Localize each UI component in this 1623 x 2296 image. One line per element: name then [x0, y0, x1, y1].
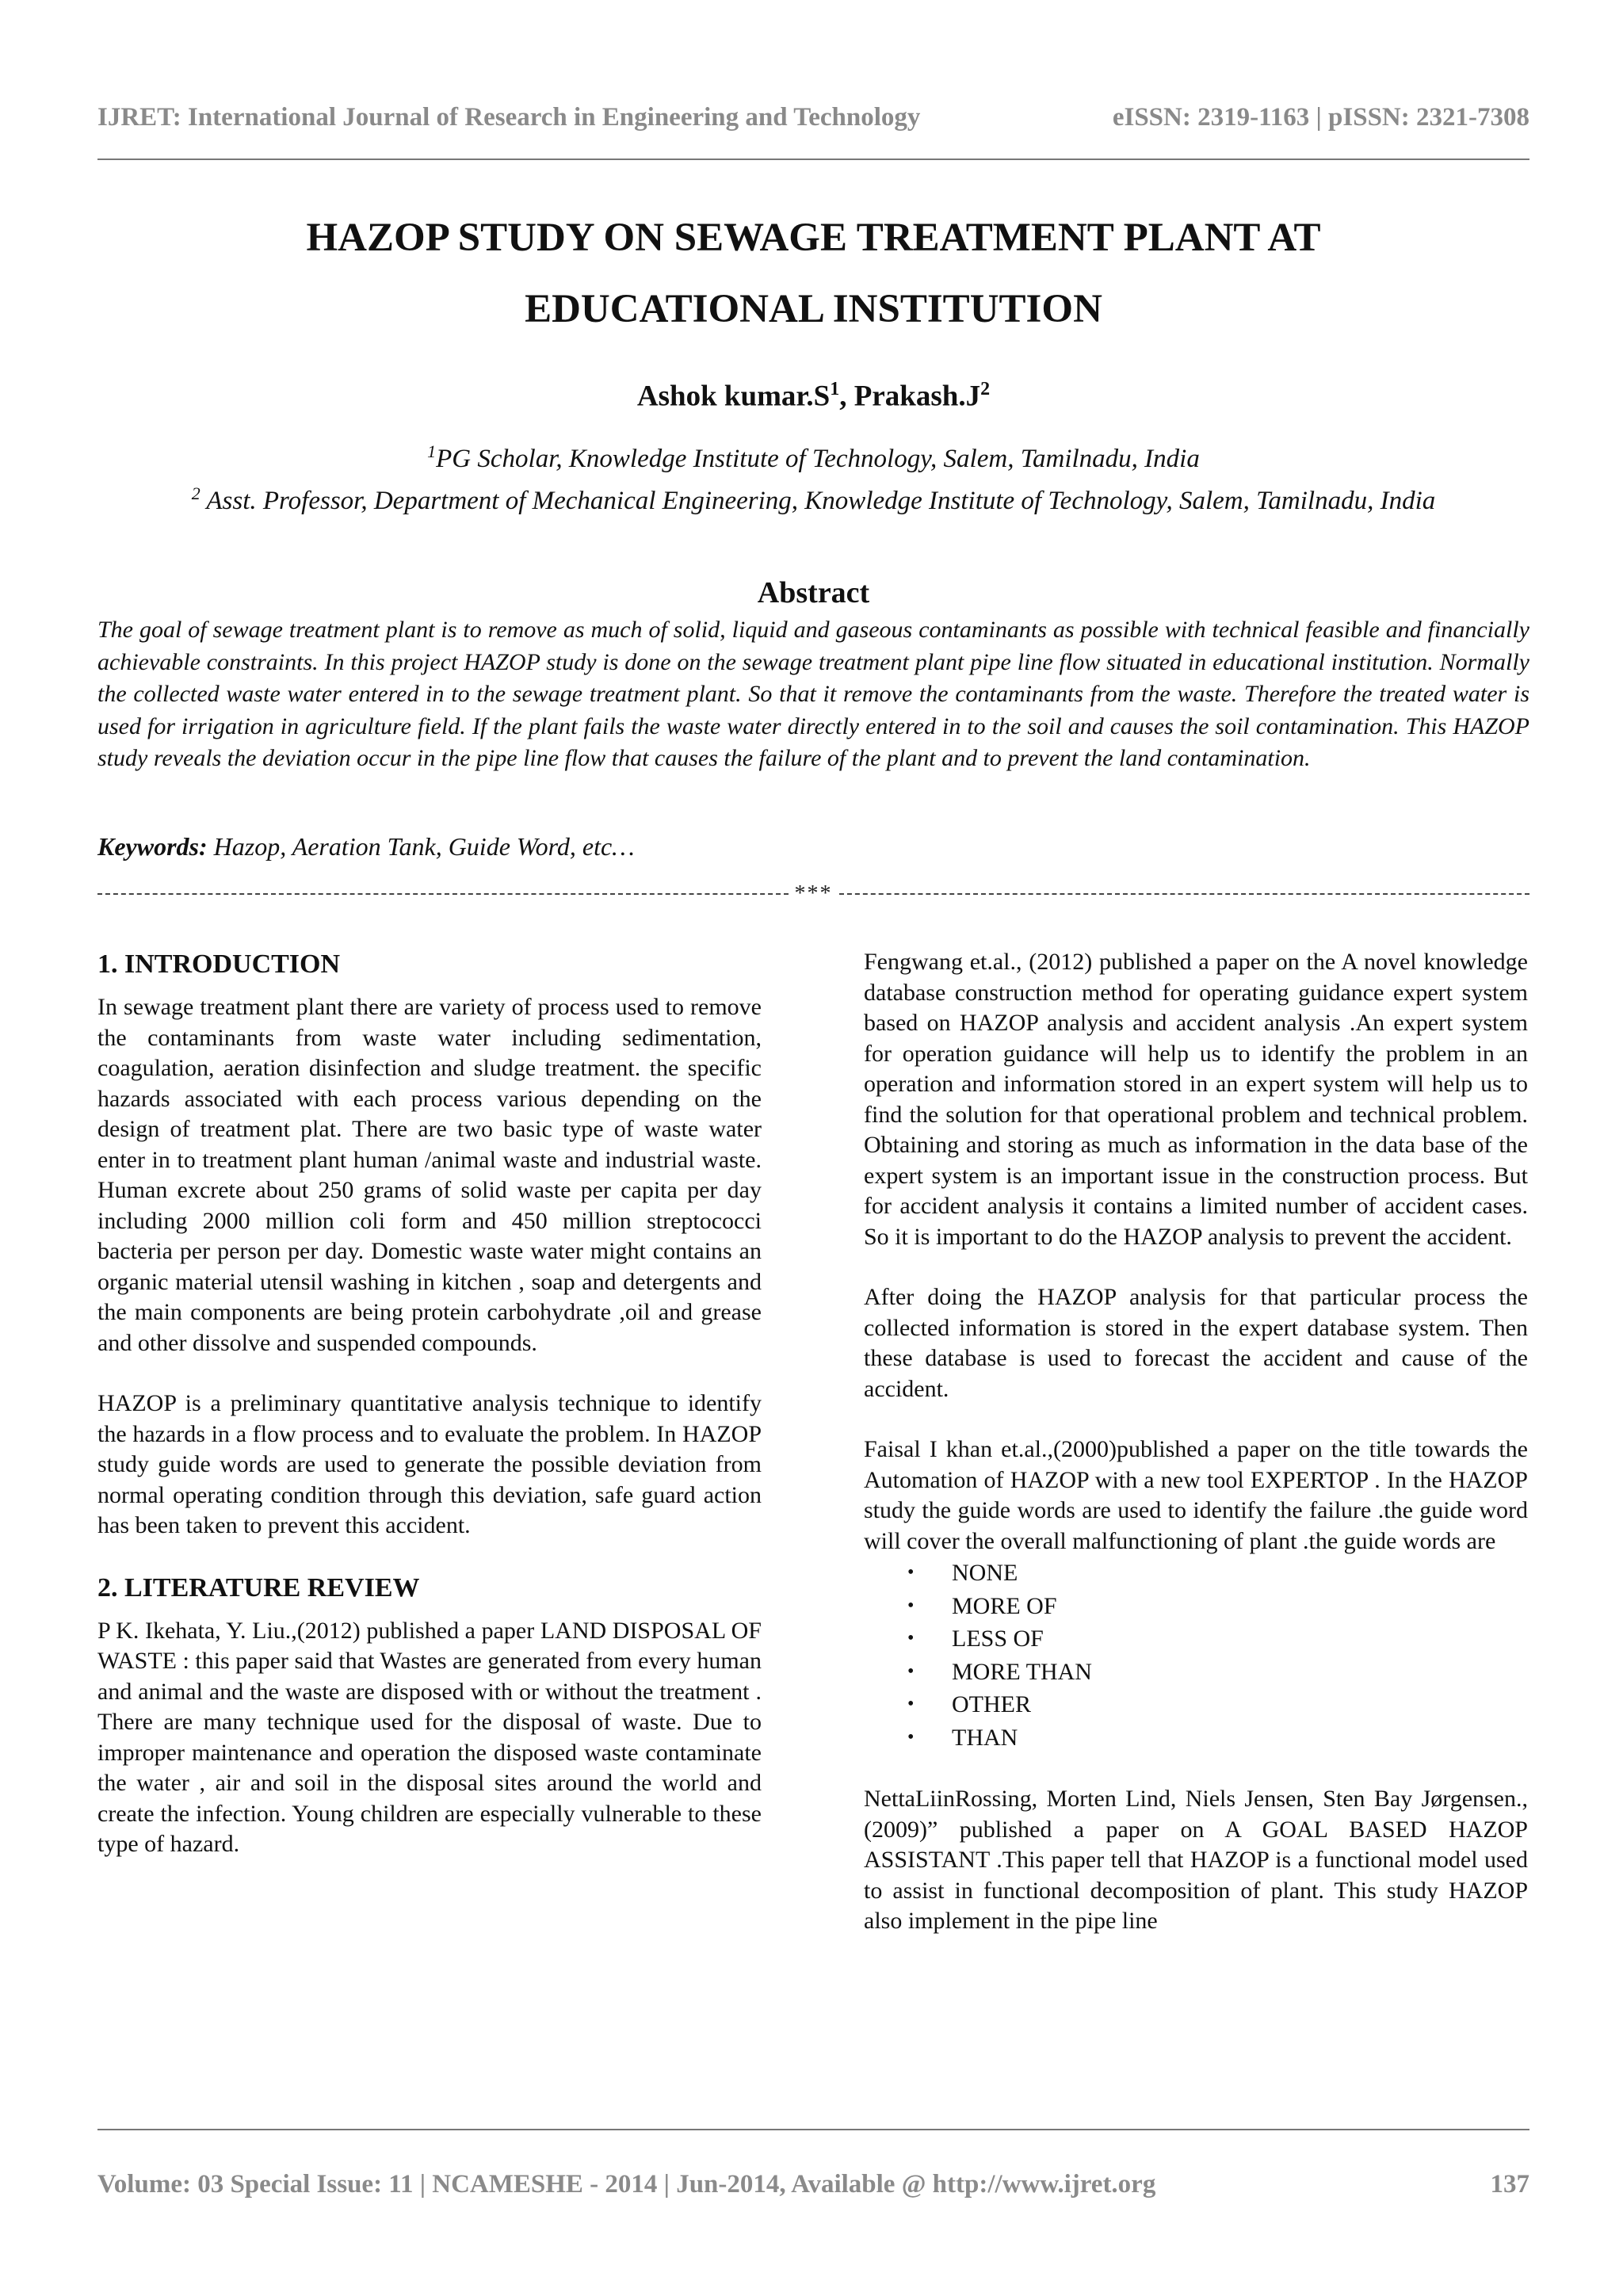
affiliation-1-text: PG Scholar, Knowledge Institute of Technology, Salem, Tamilnadu, India	[436, 445, 1200, 473]
affiliation-2	[97, 476, 1529, 518]
left-column	[97, 948, 762, 1890]
running-footer	[97, 2170, 1529, 2199]
affiliation-2-marker: 2	[191, 483, 200, 503]
guide-word-item	[907, 1656, 1528, 1689]
title-line-2: EDUCATIONAL INSTITUTION	[525, 287, 1102, 331]
bullet-icon: •	[907, 1562, 915, 1583]
literature-paragraph-3: After doing the HAZOP analysis for that particular process the collected information is stored in the expert database system. Then these database is used to forecast the accident and cause of the accident.	[864, 1284, 1528, 1402]
guide-word-item	[907, 1721, 1528, 1755]
keywords-text: Hazop, Aeration Tank, Guide Word, etc…	[207, 832, 635, 861]
author-1-name: Ashok kumar.S	[636, 380, 831, 413]
abstract-text: The goal of sewage treatment plant is to remove as much of solid, liquid and gaseous contaminants as possible with technical feasible and financially achievable constraints. In this project HAZOP study is done on the sewage treatment plant pipe line flow situated in educational institution. Normally the collected waste water entered in to the sewage treatment plant. So that it remove the contaminants from the waste. Therefore the treated water is used for irrigation in agriculture field. If the plant fails the waste water directly entered in to the soil and causes the soil contamination. This HAZOP study reveals the deviation occur in the pipe line flow that causes the failure of the plant and to prevent the land contamination.	[97, 617, 1529, 772]
author-2-marker: 2	[980, 379, 991, 399]
guide-word: MORE THAN	[952, 1658, 1092, 1685]
affiliation-1-marker: 1	[427, 441, 437, 461]
guide-word-item	[907, 1557, 1528, 1590]
volume-info: Volume: 03 Special Issue: 11 | NCAMESHE - 2014 | Jun-2014, Available @ http://www.ijret.org	[97, 2170, 1156, 2199]
guide-words-list	[864, 1557, 1528, 1754]
literature-paragraph-5: NettaLiinRossing, Morten Lind, Niels Jensen, Sten Bay Jørgensen.,(2009)” published a paper on A GOAL BASED HAZOP ASSISTANT .This paper tell that HAZOP is a functional model used to assist in functional decomposition of plant. This study HAZOP also implement in the pipe line	[864, 1786, 1528, 1934]
literature-paragraph-2: Fengwang et.al., (2012) published a paper on the A novel knowledge database construction method for operating guidance expert system based on HAZOP analysis and accident analysis .An expert system for operation guidance will help us to identify the problem in an operation and information stored in an expert system will help us to find the solution for that operational problem and technical problem. Obtaining and storing as much as information in the data base of the expert system is an important issue in the construction process. But for accident analysis it contains a limited number of accident cases. So it is important to do the HAZOP analysis to prevent the accident.	[864, 949, 1528, 1250]
affiliation-1	[97, 434, 1529, 476]
keywords-label: Keywords:	[97, 832, 208, 861]
introduction-paragraph-1: In sewage treatment plant there are variety of process used to remove the contaminants from waste water including sedimentation, coagulation, aeration disinfection and sludge treatment. the specific hazards associated with each process various depending on the design of treatment plat. There are two basic type of waste water enter in to treatment plant human /animal waste and industrial waste. Human excrete about 250 grams of solid waste per capita per day including 2000 million coli form and 450 million streptococci bacteria per person per day. Domestic waste water might contains an organic material utensil washing in kitchen , soap and detergents and the main components are being protein carbohydrate ,oil and grease and other dissolve and suspended compounds.	[97, 994, 762, 1356]
guide-word: OTHER	[952, 1691, 1031, 1717]
guide-word: THAN	[952, 1724, 1018, 1751]
issn-info: eISSN: 2319-1163 | pISSN: 2321-7308	[1112, 102, 1529, 132]
introduction-heading: 1. INTRODUCTION	[97, 949, 341, 979]
running-header	[97, 100, 1529, 135]
guide-word-item	[907, 1622, 1528, 1656]
guide-word: MORE OF	[952, 1592, 1057, 1619]
guide-word-item	[907, 1590, 1528, 1623]
bullet-icon: •	[907, 1628, 915, 1648]
author-2-name: Prakash.J	[854, 380, 981, 413]
footer-divider	[97, 2129, 1529, 2130]
right-column	[864, 947, 1528, 1967]
guide-word: LESS OF	[952, 1626, 1044, 1652]
introduction-paragraph-2: HAZOP is a preliminary quantitative analysis technique to identify the hazards in a flow process and to evaluate the problem. In HAZOP study guide words are used to generate the possible deviation from normal operating condition through this deviation, safe guard action has been taken to prevent this accident.	[97, 1390, 762, 1538]
separator-dash-right	[839, 893, 1530, 895]
affiliations	[97, 434, 1529, 518]
abstract-heading: Abstract	[757, 576, 870, 609]
author-separator: ,	[839, 380, 854, 413]
bullet-icon: •	[907, 1726, 915, 1748]
guide-word-item	[907, 1688, 1528, 1721]
title-line-1: HAZOP STUDY ON SEWAGE TREATMENT PLANT AT	[306, 216, 1321, 260]
literature-review-heading: 2. LITERATURE REVIEW	[97, 1572, 420, 1603]
journal-name: IJRET: International Journal of Research in Engineering and Technology	[97, 102, 921, 132]
paper-title	[97, 202, 1529, 345]
bullet-icon: •	[907, 1660, 915, 1682]
affiliation-2-text: Asst. Professor, Department of Mechanical Engineering, Knowledge Institute of Technology, Salem, Tamilnadu, India	[200, 487, 1436, 515]
guide-word: NONE	[952, 1560, 1018, 1586]
bullet-icon: •	[907, 1694, 915, 1714]
literature-paragraph-4: Faisal I khan et.al.,(2000)published a paper on the title towards the Automation of HAZOP with a new tool EXPERTOP . In the HAZOP study the guide words are used to identify the failure .the guide word will cover the overall malfunctioning of plant .the guide words are	[864, 1436, 1528, 1554]
separator-dash-left	[97, 893, 789, 895]
separator-stars: ***	[794, 881, 833, 906]
author-1-marker: 1	[830, 379, 840, 399]
keywords	[97, 832, 1529, 861]
header-divider	[97, 159, 1529, 160]
page-number: 137	[1490, 2170, 1529, 2199]
author-list	[97, 379, 1529, 413]
literature-paragraph-1: P K. Ikehata, Y. Liu.,(2012) published a paper LAND DISPOSAL OF WASTE : this paper said that Wastes are generated from every human and animal and the waste are disposed with or without the treatment . There are many technique used for the disposal of waste. Due to improper maintenance and operation the disposed waste contaminate the water , air and soil in the disposal sites around the world and create the infection. Young children are especially vulnerable to these type of hazard.	[97, 1617, 762, 1857]
bullet-icon: •	[907, 1595, 915, 1616]
section-separator	[97, 878, 1529, 910]
